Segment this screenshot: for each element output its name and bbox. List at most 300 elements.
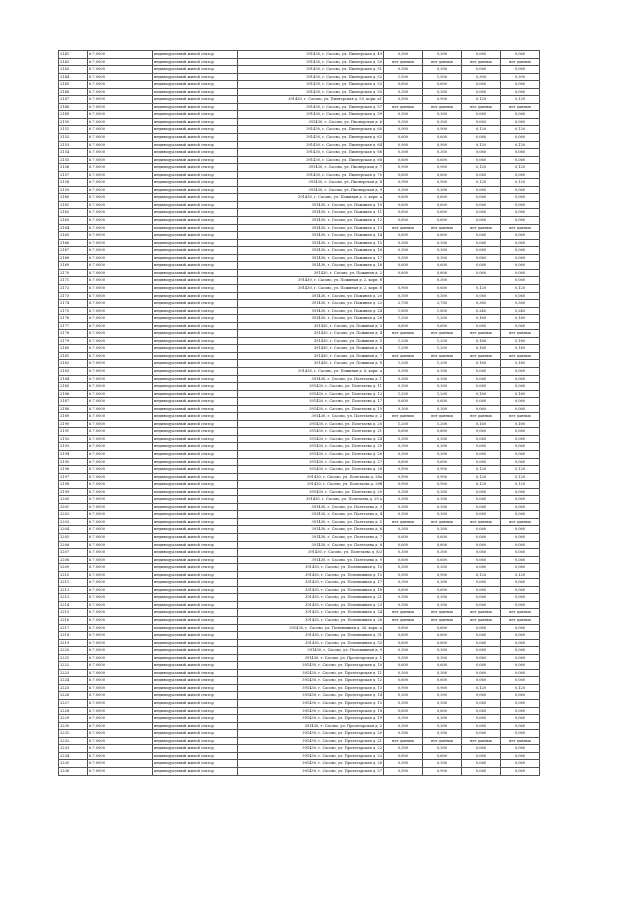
category-cell: индивидуальный жилой сектор xyxy=(153,398,238,406)
address-cell: 391430, г. Сасово, ул. Пожиная д. 10 xyxy=(238,201,384,209)
value-cell-3: 0,060 xyxy=(462,496,501,504)
code-cell: 6.7.0000 xyxy=(88,224,153,232)
row-number-cell: 2159 xyxy=(59,186,88,194)
address-cell: 391430, г. Сасово, ул. Пожиная д. 6 xyxy=(238,345,384,353)
value-cell-3: 0,120 xyxy=(462,284,501,292)
value-cell-4: 0,060 xyxy=(501,579,540,587)
table-row xyxy=(59,586,540,594)
value-cell-3: 0,060 xyxy=(462,118,501,126)
code-cell: 6.7.0000 xyxy=(88,322,153,330)
value-cell-4: 0,300 xyxy=(501,73,540,81)
value-cell-4: 0,060 xyxy=(501,134,540,142)
category-cell: индивидуальный жилой сектор xyxy=(153,88,238,96)
row-number-cell: 2183 xyxy=(59,367,88,375)
value-cell-2: 0,900 xyxy=(423,684,462,692)
value-cell-3: 0,060 xyxy=(462,292,501,300)
table-row xyxy=(59,88,540,96)
value-cell-4: 0,060 xyxy=(501,745,540,753)
address-cell: 391430, г. Сасово, ул. Пролетарская д. 11 xyxy=(238,669,384,677)
value-cell-4: 0,120 xyxy=(501,126,540,134)
code-cell: 6.7.0000 xyxy=(88,481,153,489)
row-number-cell: 2215 xyxy=(59,609,88,617)
row-number-cell: 2209 xyxy=(59,564,88,572)
table-row xyxy=(59,390,540,398)
address-cell: 391430, г. Сасово, ул. Пионерская д. 57 xyxy=(238,103,384,111)
category-cell: индивидуальный жилой сектор xyxy=(153,428,238,436)
value-cell-4: 0,060 xyxy=(501,254,540,262)
code-cell: 6.7.0000 xyxy=(88,564,153,572)
table-row xyxy=(59,428,540,436)
code-cell: 6.7.0000 xyxy=(88,232,153,240)
code-cell: 6.7.0000 xyxy=(88,239,153,247)
value-cell-4: 0,120 xyxy=(501,571,540,579)
address-cell: 391430, г. Сасово, ул. Пионерская д. 7 xyxy=(238,164,384,172)
value-cell-3: 0,060 xyxy=(462,526,501,534)
code-cell: 6.7.0000 xyxy=(88,677,153,685)
table-row xyxy=(59,662,540,670)
value-cell-1: 0,600 xyxy=(384,201,423,209)
table-row xyxy=(59,684,540,692)
category-cell: индивидуальный жилой сектор xyxy=(153,375,238,383)
value-cell-1: 0,600 xyxy=(384,556,423,564)
row-number-cell: 2158 xyxy=(59,179,88,187)
value-cell-1: 0,600 xyxy=(384,707,423,715)
row-number-cell: 2170 xyxy=(59,269,88,277)
table-row xyxy=(59,609,540,617)
row-number-cell: 2205 xyxy=(59,534,88,542)
table-row xyxy=(59,284,540,292)
value-cell-4: 0,060 xyxy=(501,760,540,768)
row-number-cell: 2160 xyxy=(59,194,88,202)
category-cell: индивидуальный жилой сектор xyxy=(153,541,238,549)
code-cell: 6.7.0000 xyxy=(88,134,153,142)
category-cell: индивидуальный жилой сектор xyxy=(153,66,238,74)
value-cell-3 xyxy=(462,277,501,285)
value-cell-3: 0,060 xyxy=(462,624,501,632)
table-row xyxy=(59,73,540,81)
value-cell-1: 0,300 xyxy=(384,88,423,96)
row-number-cell: 2200 xyxy=(59,496,88,504)
value-cell-2: 0,900 xyxy=(423,96,462,104)
value-cell-2: 0,600 xyxy=(423,534,462,542)
value-cell-4: 0,060 xyxy=(501,700,540,708)
value-cell-1: нет данных xyxy=(384,617,423,625)
address-cell: 391430, г. Сасово, ул. Полевишная д. 15 xyxy=(238,571,384,579)
value-cell-2: 0,600 xyxy=(423,217,462,225)
table-row xyxy=(59,654,540,662)
value-cell-2: нет данных xyxy=(423,330,462,338)
category-cell: индивидуальный жилой сектор xyxy=(153,239,238,247)
category-cell: индивидуальный жилой сектор xyxy=(153,58,238,66)
value-cell-1: 0,900 xyxy=(384,481,423,489)
value-cell-2: 0,600 xyxy=(423,458,462,466)
row-number-cell: 2165 xyxy=(59,232,88,240)
row-number-cell: 2230 xyxy=(59,722,88,730)
value-cell-1: 0,300 xyxy=(384,292,423,300)
address-cell: 391430, г. Сасово, ул. Пионерская д. 60 xyxy=(238,126,384,134)
address-cell: 391430, г. Сасово, ул. Пионерская д. 64 xyxy=(238,141,384,149)
value-cell-1: 1,200 xyxy=(384,345,423,353)
address-cell: 391430, г. Сасово, ул. Пожиная д. 12 xyxy=(238,217,384,225)
code-cell: 6.7.0000 xyxy=(88,118,153,126)
address-cell: 391430, г. Сасово, ул. Полевишная д. 24 xyxy=(238,609,384,617)
category-cell: индивидуальный жилой сектор xyxy=(153,383,238,391)
code-cell: 6.7.0000 xyxy=(88,692,153,700)
value-cell-3: 0,060 xyxy=(462,383,501,391)
value-cell-2: 0,600 xyxy=(423,269,462,277)
table-row xyxy=(59,473,540,481)
category-cell: индивидуальный жилой сектор xyxy=(153,715,238,723)
row-number-cell: 2161 xyxy=(59,201,88,209)
value-cell-1: 0,900 xyxy=(384,571,423,579)
category-cell: индивидуальный жилой сектор xyxy=(153,601,238,609)
table-row xyxy=(59,367,540,375)
category-cell: индивидуальный жилой сектор xyxy=(153,435,238,443)
value-cell-2: 0,900 xyxy=(423,473,462,481)
code-cell: 6.7.0000 xyxy=(88,126,153,134)
row-number-cell: 2207 xyxy=(59,549,88,557)
code-cell: 6.7.0000 xyxy=(88,579,153,587)
value-cell-4: 0,060 xyxy=(501,669,540,677)
value-cell-2: 0,600 xyxy=(423,632,462,640)
code-cell: 6.7.0000 xyxy=(88,473,153,481)
table-row xyxy=(59,232,540,240)
value-cell-3: 0,060 xyxy=(462,579,501,587)
category-cell: индивидуальный жилой сектор xyxy=(153,186,238,194)
value-cell-4: 0,060 xyxy=(501,503,540,511)
value-cell-1: 1,200 xyxy=(384,337,423,345)
category-cell: индивидуальный жилой сектор xyxy=(153,707,238,715)
value-cell-3: 0,060 xyxy=(462,594,501,602)
value-cell-3: нет данных xyxy=(462,413,501,421)
category-cell: индивидуальный жилой сектор xyxy=(153,594,238,602)
code-cell: 6.7.0000 xyxy=(88,345,153,353)
value-cell-2: 0,300 xyxy=(423,375,462,383)
category-cell: индивидуальный жилой сектор xyxy=(153,315,238,323)
category-cell: индивидуальный жилой сектор xyxy=(153,284,238,292)
code-cell: 6.7.0000 xyxy=(88,707,153,715)
value-cell-2: 0,600 xyxy=(423,752,462,760)
row-number-cell: 2156 xyxy=(59,164,88,172)
category-cell: индивидуальный жилой сектор xyxy=(153,617,238,625)
row-number-cell: 2203 xyxy=(59,518,88,526)
value-cell-1: 0,600 xyxy=(384,156,423,164)
address-cell: 391430, г. Сасово, ул. Пожиная д. 2, корп. б xyxy=(238,277,384,285)
value-cell-3: 0,120 xyxy=(462,141,501,149)
category-cell: индивидуальный жилой сектор xyxy=(153,722,238,730)
table-row xyxy=(59,737,540,745)
address-cell: 391430, г. Сасово, ул. Пожиная д. 7 xyxy=(238,352,384,360)
value-cell-1: 1,200 xyxy=(384,420,423,428)
table-row xyxy=(59,526,540,534)
address-cell: 391430, г. Сасово, ул. Пожиная д. 2, корп. а xyxy=(238,194,384,202)
address-cell: 391430, г. Сасово, ул. Пожиная д. 20 xyxy=(238,292,384,300)
value-cell-3: 0,060 xyxy=(462,564,501,572)
category-cell: индивидуальный жилой сектор xyxy=(153,81,238,89)
value-cell-3: 0,060 xyxy=(462,745,501,753)
value-cell-1: 0,600 xyxy=(384,232,423,240)
row-number-cell: 2180 xyxy=(59,345,88,353)
category-cell: индивидуальный жилой сектор xyxy=(153,767,238,775)
value-cell-3: 0,060 xyxy=(462,398,501,406)
table-row xyxy=(59,624,540,632)
value-cell-4: 0,060 xyxy=(501,66,540,74)
code-cell: 6.7.0000 xyxy=(88,518,153,526)
category-cell: индивидуальный жилой сектор xyxy=(153,118,238,126)
value-cell-3: 0,120 xyxy=(462,466,501,474)
table-row xyxy=(59,164,540,172)
value-cell-3: 0,060 xyxy=(462,217,501,225)
row-number-cell: 2169 xyxy=(59,262,88,270)
table-row xyxy=(59,103,540,111)
address-cell: 391430, г. Сасово, ул. Полетаева д. 7 xyxy=(238,534,384,542)
table-row xyxy=(59,277,540,285)
code-cell: 6.7.0000 xyxy=(88,390,153,398)
category-cell: индивидуальный жилой сектор xyxy=(153,669,238,677)
table-row xyxy=(59,239,540,247)
table-row xyxy=(59,632,540,640)
row-number-cell: 2229 xyxy=(59,715,88,723)
value-cell-4: 0,060 xyxy=(501,586,540,594)
row-number-cell: 2224 xyxy=(59,677,88,685)
value-cell-2: 0,300 xyxy=(423,111,462,119)
value-cell-4: 0,120 xyxy=(501,164,540,172)
code-cell: 6.7.0000 xyxy=(88,722,153,730)
value-cell-3: нет данных xyxy=(462,617,501,625)
value-cell-1: 0,300 xyxy=(384,549,423,557)
value-cell-2: 0,300 xyxy=(423,443,462,451)
value-cell-3: 0,060 xyxy=(462,752,501,760)
value-cell-4: 0,060 xyxy=(501,398,540,406)
code-cell: 6.7.0000 xyxy=(88,179,153,187)
value-cell-3: 0,060 xyxy=(462,239,501,247)
table-row xyxy=(59,700,540,708)
table-row xyxy=(59,752,540,760)
value-cell-2: 0,600 xyxy=(423,201,462,209)
value-cell-2: 0,300 xyxy=(423,239,462,247)
table-row xyxy=(59,217,540,225)
row-number-cell: 2177 xyxy=(59,322,88,330)
address-cell: 391430, г. Сасово, ул. Полевишная д. 33 xyxy=(238,639,384,647)
table-row xyxy=(59,639,540,647)
category-cell: индивидуальный жилой сектор xyxy=(153,179,238,187)
value-cell-4: 0,060 xyxy=(501,496,540,504)
table-row xyxy=(59,194,540,202)
value-cell-1: 0,600 xyxy=(384,322,423,330)
value-cell-1: нет данных xyxy=(384,609,423,617)
value-cell-1: 0,300 xyxy=(384,383,423,391)
table-row xyxy=(59,715,540,723)
value-cell-1: 0,300 xyxy=(384,254,423,262)
row-number-cell: 2176 xyxy=(59,315,88,323)
table-row xyxy=(59,66,540,74)
table-row xyxy=(59,330,540,338)
value-cell-4: 0,120 xyxy=(501,684,540,692)
value-cell-1: нет данных xyxy=(384,58,423,66)
value-cell-2: 0,600 xyxy=(423,639,462,647)
value-cell-2: 0,300 xyxy=(423,247,462,255)
value-cell-2: 0,300 xyxy=(423,564,462,572)
row-number-cell: 2188 xyxy=(59,405,88,413)
value-cell-2: 2,700 xyxy=(423,300,462,308)
value-cell-2: 0,600 xyxy=(423,428,462,436)
value-cell-3: 0,060 xyxy=(462,375,501,383)
row-number-cell: 2218 xyxy=(59,632,88,640)
value-cell-3: нет данных xyxy=(462,518,501,526)
code-cell: 6.7.0000 xyxy=(88,330,153,338)
value-cell-4: 0,060 xyxy=(501,81,540,89)
value-cell-1: 0,900 xyxy=(384,473,423,481)
address-cell: 391430, г. Сасово, ул. Пионерская д. 9 xyxy=(238,186,384,194)
category-cell: индивидуальный жилой сектор xyxy=(153,624,238,632)
value-cell-1: 0,600 xyxy=(384,534,423,542)
row-number-cell: 2211 xyxy=(59,579,88,587)
value-cell-2: 1,800 xyxy=(423,307,462,315)
table-row xyxy=(59,677,540,685)
address-cell: 391430, г. Сасово, ул. Полетаева д. 4 xyxy=(238,511,384,519)
value-cell-3: 0,060 xyxy=(462,601,501,609)
address-cell: 391430, г. Сасово, ул. Полетаева д. 29 а xyxy=(238,496,384,504)
category-cell: индивидуальный жилой сектор xyxy=(153,692,238,700)
value-cell-4: 0,060 xyxy=(501,707,540,715)
address-cell: 391430, г. Сасово, ул. Пионерская д. 49 xyxy=(238,51,384,59)
value-cell-1: нет данных xyxy=(384,224,423,232)
row-number-cell: 2172 xyxy=(59,284,88,292)
category-cell: индивидуальный жилой сектор xyxy=(153,103,238,111)
address-cell: 391430, г. Сасово, ул. Пионерская д. 59 xyxy=(238,111,384,119)
category-cell: индивидуальный жилой сектор xyxy=(153,141,238,149)
code-cell: 6.7.0000 xyxy=(88,141,153,149)
value-cell-1: 0,600 xyxy=(384,269,423,277)
table-row xyxy=(59,405,540,413)
code-cell: 6.7.0000 xyxy=(88,549,153,557)
value-cell-4: 0,060 xyxy=(501,488,540,496)
code-cell: 6.7.0000 xyxy=(88,760,153,768)
value-cell-4: 0,060 xyxy=(501,601,540,609)
category-cell: индивидуальный жилой сектор xyxy=(153,51,238,59)
value-cell-3: 0,060 xyxy=(462,586,501,594)
value-cell-4: 0,060 xyxy=(501,458,540,466)
value-cell-2: 0,900 xyxy=(423,141,462,149)
value-cell-1: 0,300 xyxy=(384,511,423,519)
table-row xyxy=(59,496,540,504)
code-cell: 6.7.0000 xyxy=(88,466,153,474)
table-row xyxy=(59,511,540,519)
value-cell-2: 0,600 xyxy=(423,171,462,179)
row-number-cell: 2221 xyxy=(59,654,88,662)
value-cell-4: нет данных xyxy=(501,58,540,66)
row-number-cell: 2225 xyxy=(59,684,88,692)
code-cell: 6.7.0000 xyxy=(88,194,153,202)
value-cell-1: 0,300 xyxy=(384,715,423,723)
address-cell: 391430, г. Сасово, ул. Полетаева д. 27 xyxy=(238,458,384,466)
code-cell: 6.7.0000 xyxy=(88,443,153,451)
value-cell-2: 0,300 xyxy=(423,601,462,609)
value-cell-3: 0,160 xyxy=(462,360,501,368)
value-cell-3: 0,060 xyxy=(462,647,501,655)
category-cell: индивидуальный жилой сектор xyxy=(153,201,238,209)
code-cell: 6.7.0000 xyxy=(88,428,153,436)
code-cell: 6.7.0000 xyxy=(88,730,153,738)
value-cell-2: нет данных xyxy=(423,224,462,232)
value-cell-2: нет данных xyxy=(423,58,462,66)
value-cell-2: 0,300 xyxy=(423,277,462,285)
value-cell-3: нет данных xyxy=(462,737,501,745)
value-cell-4: 0,240 xyxy=(501,307,540,315)
value-cell-4: нет данных xyxy=(501,224,540,232)
value-cell-2: 0,300 xyxy=(423,647,462,655)
value-cell-2: 0,600 xyxy=(423,194,462,202)
code-cell: 6.7.0000 xyxy=(88,383,153,391)
value-cell-2: 0,300 xyxy=(423,254,462,262)
value-cell-3: 0,060 xyxy=(462,156,501,164)
table-row xyxy=(59,534,540,542)
value-cell-2: 0,600 xyxy=(423,156,462,164)
value-cell-3: 0,060 xyxy=(462,677,501,685)
value-cell-1: 0,300 xyxy=(384,496,423,504)
value-cell-2: 0,600 xyxy=(423,262,462,270)
address-cell: 391430, г. Сасово, ул. Полетаева д. 29 xyxy=(238,488,384,496)
row-number-cell: 2226 xyxy=(59,692,88,700)
value-cell-2: 0,300 xyxy=(423,511,462,519)
code-cell: 6.7.0000 xyxy=(88,624,153,632)
category-cell: индивидуальный жилой сектор xyxy=(153,654,238,662)
code-cell: 6.7.0000 xyxy=(88,669,153,677)
value-cell-4: 0,060 xyxy=(501,435,540,443)
table-row xyxy=(59,443,540,451)
address-cell: 391430, г. Сасово, ул. Пожиная д. 11 xyxy=(238,209,384,217)
category-cell: индивидуальный жилой сектор xyxy=(153,156,238,164)
table-row xyxy=(59,481,540,489)
category-cell: индивидуальный жилой сектор xyxy=(153,677,238,685)
value-cell-2: 0,600 xyxy=(423,398,462,406)
value-cell-2: 0,300 xyxy=(423,186,462,194)
value-cell-3: 0,060 xyxy=(462,428,501,436)
category-cell: индивидуальный жилой сектор xyxy=(153,511,238,519)
address-cell: 391430, г. Сасово, ул. Пожиная д. 13 xyxy=(238,224,384,232)
category-cell: индивидуальный жилой сектор xyxy=(153,730,238,738)
value-cell-4: 0,120 xyxy=(501,141,540,149)
category-cell: индивидуальный жилой сектор xyxy=(153,564,238,572)
value-cell-1: 0,300 xyxy=(384,488,423,496)
value-cell-3: 0,360 xyxy=(462,300,501,308)
value-cell-4: 0,060 xyxy=(501,383,540,391)
value-cell-1: 0,300 xyxy=(384,700,423,708)
value-cell-3: 0,120 xyxy=(462,96,501,104)
category-cell: индивидуальный жилой сектор xyxy=(153,164,238,172)
value-cell-4: 0,060 xyxy=(501,443,540,451)
category-cell: индивидуальный жилой сектор xyxy=(153,473,238,481)
row-number-cell: 2151 xyxy=(59,126,88,134)
value-cell-3: 0,060 xyxy=(462,232,501,240)
value-cell-1: нет данных xyxy=(384,103,423,111)
address-cell: 391430, г. Сасово, ул. Пролетарская д. 26 xyxy=(238,760,384,768)
value-cell-2: 1,500 xyxy=(423,73,462,81)
address-cell: 391430, г. Сасово, ул. Пионерская д. 66 xyxy=(238,149,384,157)
address-cell: 391430, г. Сасово, ул. Полетаева д. 12 xyxy=(238,390,384,398)
row-number-cell: 2154 xyxy=(59,149,88,157)
table-row xyxy=(59,549,540,557)
row-number-cell: 2236 xyxy=(59,767,88,775)
row-number-cell: 2179 xyxy=(59,337,88,345)
table-row xyxy=(59,134,540,142)
category-cell: индивидуальный жилой сектор xyxy=(153,534,238,542)
address-cell: 391430, г. Сасово, ул. Полевишная д. 23 xyxy=(238,601,384,609)
table-row xyxy=(59,360,540,368)
value-cell-4: 0,060 xyxy=(501,149,540,157)
code-cell: 6.7.0000 xyxy=(88,81,153,89)
value-cell-4: 0,060 xyxy=(501,722,540,730)
